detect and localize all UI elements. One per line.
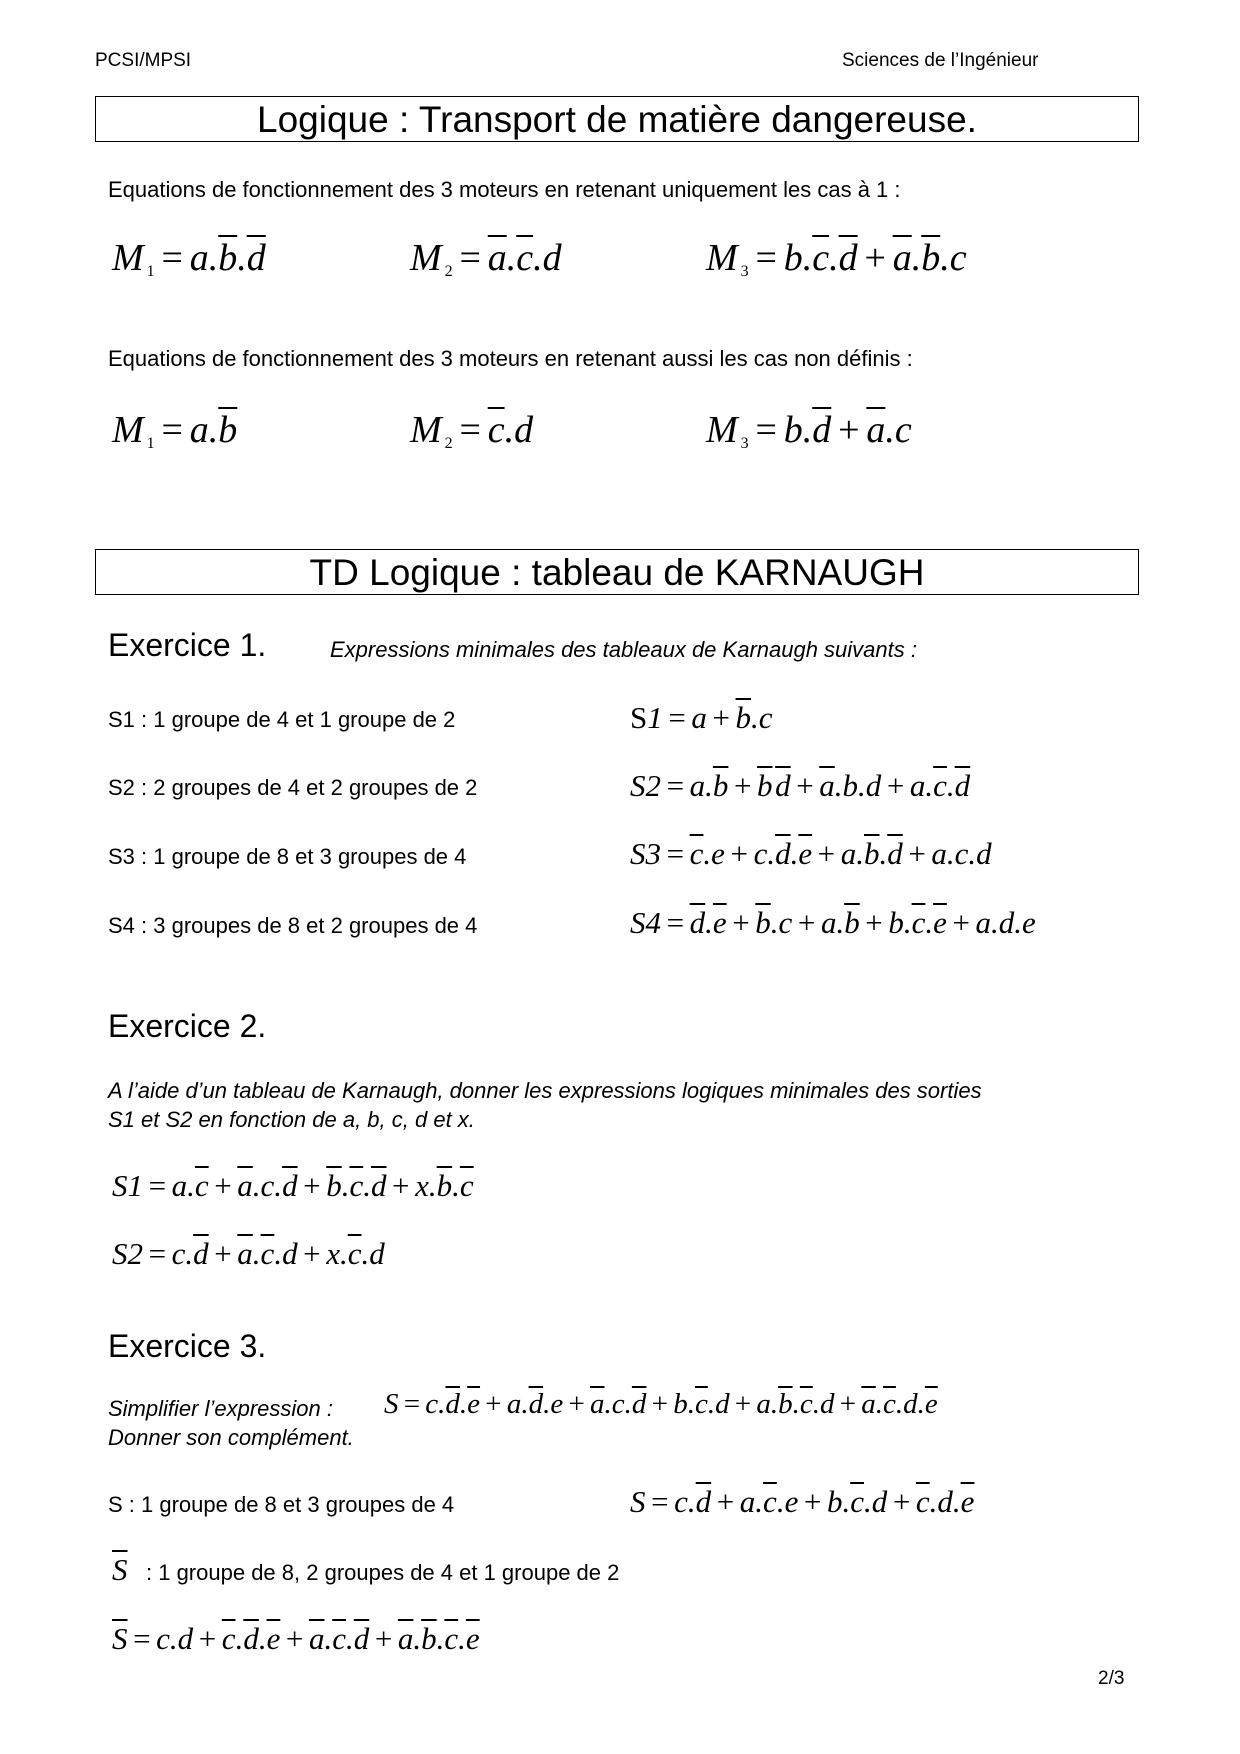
intro-exact: Equations de fonctionnement des 3 moteurs en retenant uniquement les cas à 1 : bbox=[108, 177, 901, 202]
ex1-s4-equation: $S4 = \overline{d}.\overline{e} + \overline{b}.c + a.\overline{b} + b.\overline{c}.\overline{e} + a.d.e$ bbox=[630, 905, 1036, 940]
equation-m2-undefined: M $_2 = \overline{c}.d$ bbox=[410, 409, 534, 452]
ex3-expression: $S = c.\overline{d}.\overline{e} + a.\overline{d}.e + \overline{a}.c.\overline{d} + b.\overline{c}.d + a.\overline{b}.\overline{c}.d + \overline{a}.\overline{c}.d.\overline{e}$ bbox=[384, 1388, 938, 1420]
ex3-prompt-simplify: Simplifier l’expression : bbox=[108, 1396, 333, 1421]
section-title-karnaugh: TD Logique : tableau de KARNAUGH bbox=[95, 549, 1139, 595]
equation-m1-exact: M $_1 = a.\overline{b}.\overline{d}$ bbox=[112, 237, 266, 280]
equation-m1-undefined: M $_1 = a.\overline{b}$ bbox=[112, 409, 238, 452]
ex1-s1-desc: S1 : 1 groupe de 4 et 1 groupe de 2 bbox=[108, 707, 456, 732]
intro-undefined: Equations de fonctionnement des 3 moteurs en retenant aussi les cas non définis : bbox=[108, 346, 913, 371]
section-title-transport: Logique : Transport de matière dangereuse. bbox=[95, 96, 1139, 142]
ex2-s1-equation: $S1 = a.\overline{c} + \overline{a}.c.\overline{d} + \overline{b}.\overline{c}.\overline{d} + x.\overline{b}.\overline{c}$ bbox=[112, 1168, 474, 1203]
ex1-heading: Exercice 1. bbox=[108, 627, 267, 663]
ex2-s2-equation: $S2 = c.\overline{d} + \overline{a}.\overline{c}.d + x.\overline{c}.d$ bbox=[112, 1236, 385, 1271]
ex3-s-equation: $S = c.\overline{d} + a.\overline{c}.e + b.\overline{c}.d + \overline{c}.d.\overline{e}$ bbox=[630, 1484, 975, 1519]
ex2-prompt-line2: S1 et S2 en fonction de a, b, c, d et x. bbox=[108, 1107, 475, 1132]
ex1-s1-equation: $S1 = a + \overline{b}.c$ bbox=[630, 700, 773, 735]
ex1-s2-equation: $S2 = a.\overline{b} + \overline{b}$ $\overline{d} + \overline{a}.b.d + a.\overline{c}.\overline{d}$ bbox=[630, 768, 971, 803]
ex1-s2-desc: S2 : 2 groupes de 4 et 2 groupes de 2 bbox=[108, 775, 478, 800]
ex3-sbar-desc: : 1 groupe de 8, 2 groupes de 4 et 1 groupe de 2 bbox=[146, 1560, 620, 1585]
equation-m2-exact: M $_2 = \overline{a}.\overline{c}.d$ bbox=[410, 237, 562, 280]
page-number: 2/3 bbox=[1098, 1668, 1125, 1689]
ex1-s3-equation: $S3 = \overline{c}.e + c.\overline{d}.\overline{e} + a.\overline{b}.\overline{d} + a.c.d$ bbox=[630, 836, 992, 871]
ex1-s4-desc: S4 : 3 groupes de 8 et 2 groupes de 4 bbox=[108, 913, 478, 938]
ex1-s3-desc: S3 : 1 groupe de 8 et 3 groupes de 4 bbox=[108, 844, 467, 869]
header-right: Sciences de l’Ingénieur bbox=[842, 50, 1039, 71]
ex3-prompt-complement: Donner son complément. bbox=[108, 1425, 354, 1450]
ex2-prompt-line1: A l’aide d’un tableau de Karnaugh, donner les expressions logiques minimales des sorties bbox=[108, 1078, 982, 1103]
header-left: PCSI/MPSI bbox=[95, 50, 192, 71]
ex3-heading: Exercice 3. bbox=[108, 1328, 267, 1364]
equation-m3-exact: M $_3 = b.\overline{c}.\overline{d} + \overline{a}.\overline{b}.c$ bbox=[706, 237, 967, 280]
ex3-s-desc: S : 1 groupe de 8 et 3 groupes de 4 bbox=[108, 1492, 455, 1517]
ex2-heading: Exercice 2. bbox=[108, 1008, 267, 1044]
ex3-sbar-symbol: $\overline{S}$ bbox=[112, 1552, 128, 1587]
equation-m3-undefined: M $_3 = b.\overline{d} + \overline{a}.c$ bbox=[706, 409, 912, 452]
ex1-subtitle: Expressions minimales des tableaux de Karnaugh suivants : bbox=[330, 637, 917, 662]
ex3-sbar-equation: $\overline{S} = c.d + \overline{c}.\overline{d}.\overline{e} + \overline{a}.\overline{c}.\overline{d} + \overline{a}.\overline{b}.\overline{c}.\overline{e}$ bbox=[112, 1621, 480, 1656]
